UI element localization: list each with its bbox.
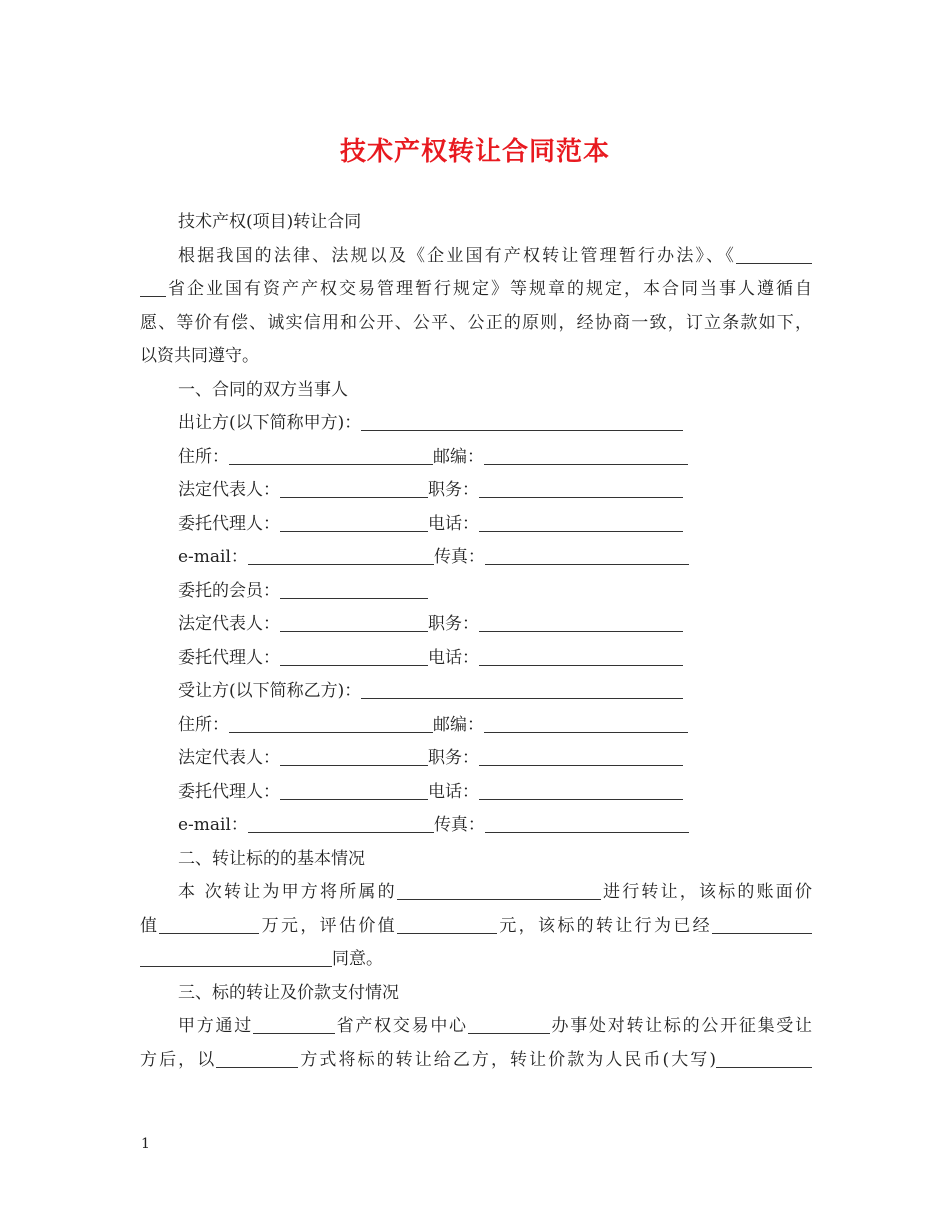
legal-rep-row: 法定代表人： 职务： — [140, 474, 812, 508]
contract-body — [140, 206, 812, 1077]
agent-row: 委托代理人： 电话： — [140, 508, 812, 542]
b-address-row: 住所： 邮编： — [140, 709, 812, 743]
blank-field — [736, 245, 812, 264]
member-agent-row: 委托代理人： 电话： — [140, 642, 812, 676]
section-3-line-1: 甲方通过 省产权交易中心 办事处对转让标的公开征集受让 — [178, 1016, 813, 1036]
transferee-row: 受让方(以下简称乙方)： — [140, 675, 812, 709]
section-3-heading: 三、标的转让及价款支付情况 — [178, 982, 399, 1003]
intro-line-2: 省企业国有资产产权交易管理暂行规定》等规章的规定，本合同当事人遵循自 — [140, 273, 812, 307]
b-legal-rep-row: 法定代表人： 职务： — [140, 742, 812, 776]
member-legal-rep-row: 法定代表人： 职务： — [140, 608, 812, 642]
b-agent-row: 委托代理人： 电话： — [140, 776, 812, 810]
transferor-blank — [361, 412, 683, 431]
section-2-line-2: 值 万元，评估价值 元，该标的转让行为已经 — [140, 910, 812, 944]
section-3-line-2: 方后，以 方式将标的转让给乙方，转让价款为人民币(大写) — [140, 1044, 812, 1078]
section-2-heading: 二、转让标的的基本情况 — [178, 848, 365, 869]
b-email-row: e-mail： 传真： — [140, 809, 812, 843]
email-row: e-mail： 传真： — [140, 541, 812, 575]
intro-line-1: 根据我国的法律、法规以及《企业国有产权转让管理暂行办法》、《 — [140, 240, 812, 274]
section-2-line-1: 本 次转让为甲方将所属的 进行转让，该标的账面价 — [178, 882, 813, 902]
intro-line-3: 愿、等价有偿、诚实信用和公开、公平、公正的原则，经协商一致，订立条款如下， — [140, 312, 812, 333]
section-2-line-3: 同意。 — [140, 943, 812, 977]
blank-field — [140, 278, 166, 297]
transferee-blank — [361, 680, 683, 699]
page-number: 1 — [141, 1136, 150, 1152]
member-row: 委托的会员： — [140, 575, 812, 609]
transferor-row: 出让方(以下简称甲方)： — [140, 407, 812, 441]
section-1-heading: 一、合同的双方当事人 — [178, 379, 348, 400]
contract-heading: 技术产权(项目)转让合同 — [178, 212, 362, 232]
intro-line-4: 以资共同遵守。 — [140, 346, 259, 366]
address-row: 住所： 邮编： — [140, 441, 812, 475]
document-title: 技术产权转让合同范本 — [339, 137, 610, 167]
